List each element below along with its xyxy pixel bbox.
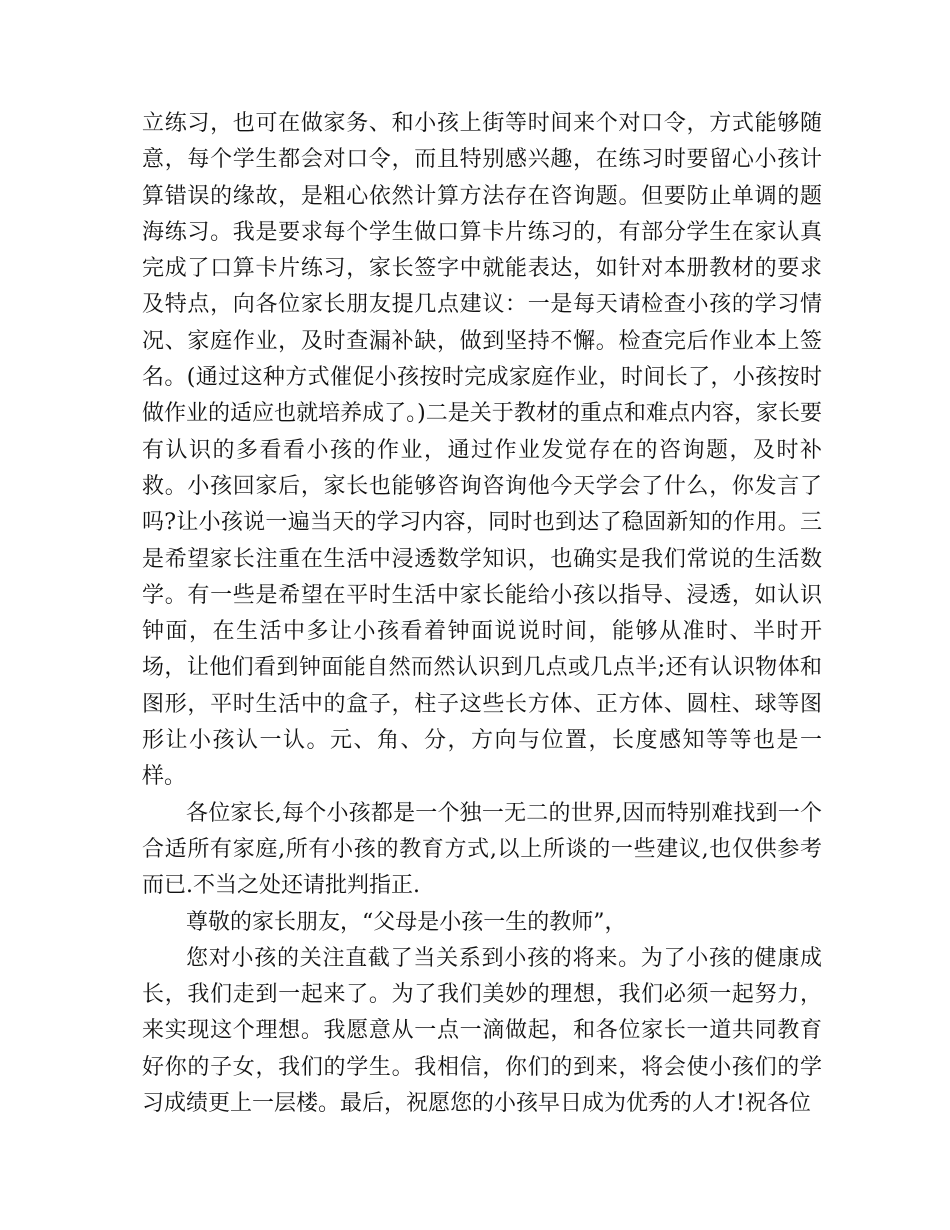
paragraph-2: 各位家长,每个小孩都是一个独一无二的世界,因而特别难找到一个合适所有家庭,所有小孩的教育方式,以上所谈的一些建议,也仅供参考而已.不当之处还请批判指正. xyxy=(142,800,822,899)
paragraph-4: 您对小孩的关注直截了当关系到小孩的将来。为了小孩的健康成长，我们走到一起来了。为了我们美妙的理想，我们必须一起努力，来实现这个理想。我愿意从一点一滴做起，和各位家长一道共同教育好你的子女，我们的学生。我相信，你们的到来，将会使小孩们的学习成绩更上一层楼。最后，祝愿您的小孩早日成为优秀的人才!祝各位 xyxy=(142,945,822,1117)
paragraph-3: 尊敬的家长朋友，“父母是小孩一生的教师”， xyxy=(186,909,627,935)
body-text xyxy=(142,106,822,1122)
paragraph-1: 立练习，也可在做家务、和小孩上街等时间来个对口令，方式能够随意，每个学生都会对口令，而且特别感兴趣，在练习时要留心小孩计算错误的缘故，是粗心依然计算方法存在咨询题。但要防止单调的题海练习。我是要求每个学生做口算卡片练习的，有部分学生在家认真完成了口算卡片练习，家长签字中就能表达，如针对本册教材的要求及特点，向各位家长朋友提几点建议：一是每天请检查小孩的学习情况、家庭作业，及时查漏补缺，做到坚持不懈。检查完后作业本上签名。(通过这种方式催促小孩按时完成家庭作业，时间长了，小孩按时做作业的适应也就培养成了。)二是关于教材的重点和难点内容，家长要有认识的多看看小孩的作业，通过作业发觉存在的咨询题，及时补救。小孩回家后，家长也能够咨询咨询他今天学会了什么，你发言了吗?让小孩说一遍当天的学习内容，同时也到达了稳固新知的作用。三是希望家长注重在生活中浸透数学知识，也确实是我们常说的生活数学。有一些是希望在平时生活中家长能给小孩以指导、浸透，如认识钟面，在生活中多让小孩看着钟面说说时间，能够从准时、半时开场，让他们看到钟面能自然而然认识到几点或几点半;还有认识物体和图形，平时生活中的盒子，柱子这些长方体、正方体、圆柱、球等图形让小孩认一认。元、角、分，方向与位置，长度感知等等也是一样。 xyxy=(142,111,822,790)
